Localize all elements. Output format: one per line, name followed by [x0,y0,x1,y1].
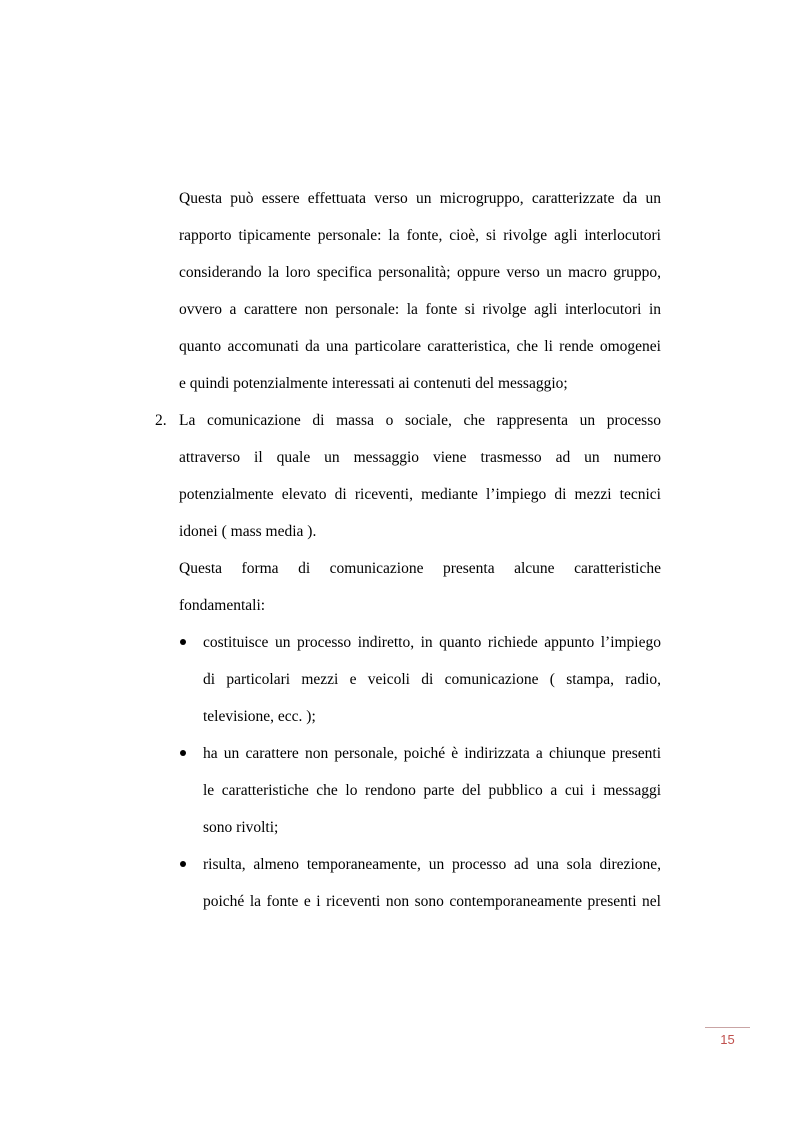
bullet-3-icon [180,861,186,867]
paragraph-1-line-2: rapporto tipicamente personale: la fonte, cioè, si rivolge agli interlocutori [179,227,661,244]
bullet-1-line-2: di particolari mezzi e veicoli di comunicazione ( stampa, radio, [203,671,661,688]
bullet-2-icon [180,750,186,756]
bullet-1-line-3: televisione, ecc. ); [203,708,316,725]
bullet-2-line-1: ha un carattere non personale, poiché è indirizzata a chiunque presenti [203,745,661,762]
paragraph-1-line-5: quanto accomunati da una particolare caratteristica, che li rende omogenei [179,338,661,355]
bullet-3-line-2: poiché la fonte e i riceventi non sono contemporaneamente presenti nel [203,893,661,910]
list-item-2-line-4: idonei ( mass media ). [179,523,317,540]
paragraph-1-line-1: Questa può essere effettuata verso un microgruppo, caratterizzate da un [179,190,661,207]
list-item-2-line-3: potenzialmente elevato di riceventi, mediante l’impiego di mezzi tecnici [179,486,661,503]
list-item-2-sub-line-2: fondamentali: [179,597,266,614]
bullet-2-line-3: sono rivolti; [203,819,279,836]
paragraph-1-line-6: e quindi potenzialmente interessati ai contenuti del messaggio; [179,375,568,392]
bullet-1-icon [180,639,186,645]
page-number: 15 [720,1032,735,1047]
bullet-1-line-1: costituisce un processo indiretto, in quanto richiede appunto l’impiego [203,634,661,651]
list-item-2-line-2: attraverso il quale un messaggio viene trasmesso ad un numero [179,449,661,466]
list-item-2-marker: 2. [155,412,167,429]
bullet-3-line-1: risulta, almeno temporaneamente, un processo ad una sola direzione, [203,856,661,873]
list-item-2-sub-line-1: Questa forma di comunicazione presenta alcune caratteristiche [179,560,661,577]
bullet-2-line-2: le caratteristiche che lo rendono parte del pubblico a cui i messaggi [203,782,661,799]
footer-rule [705,1027,750,1028]
list-item-2-line-1: La comunicazione di massa o sociale, che rappresenta un processo [179,412,661,429]
paragraph-1-line-3: considerando la loro specifica personalità; oppure verso un macro gruppo, [179,264,661,281]
paragraph-1-line-4: ovvero a carattere non personale: la fonte si rivolge agli interlocutori in [179,301,661,318]
